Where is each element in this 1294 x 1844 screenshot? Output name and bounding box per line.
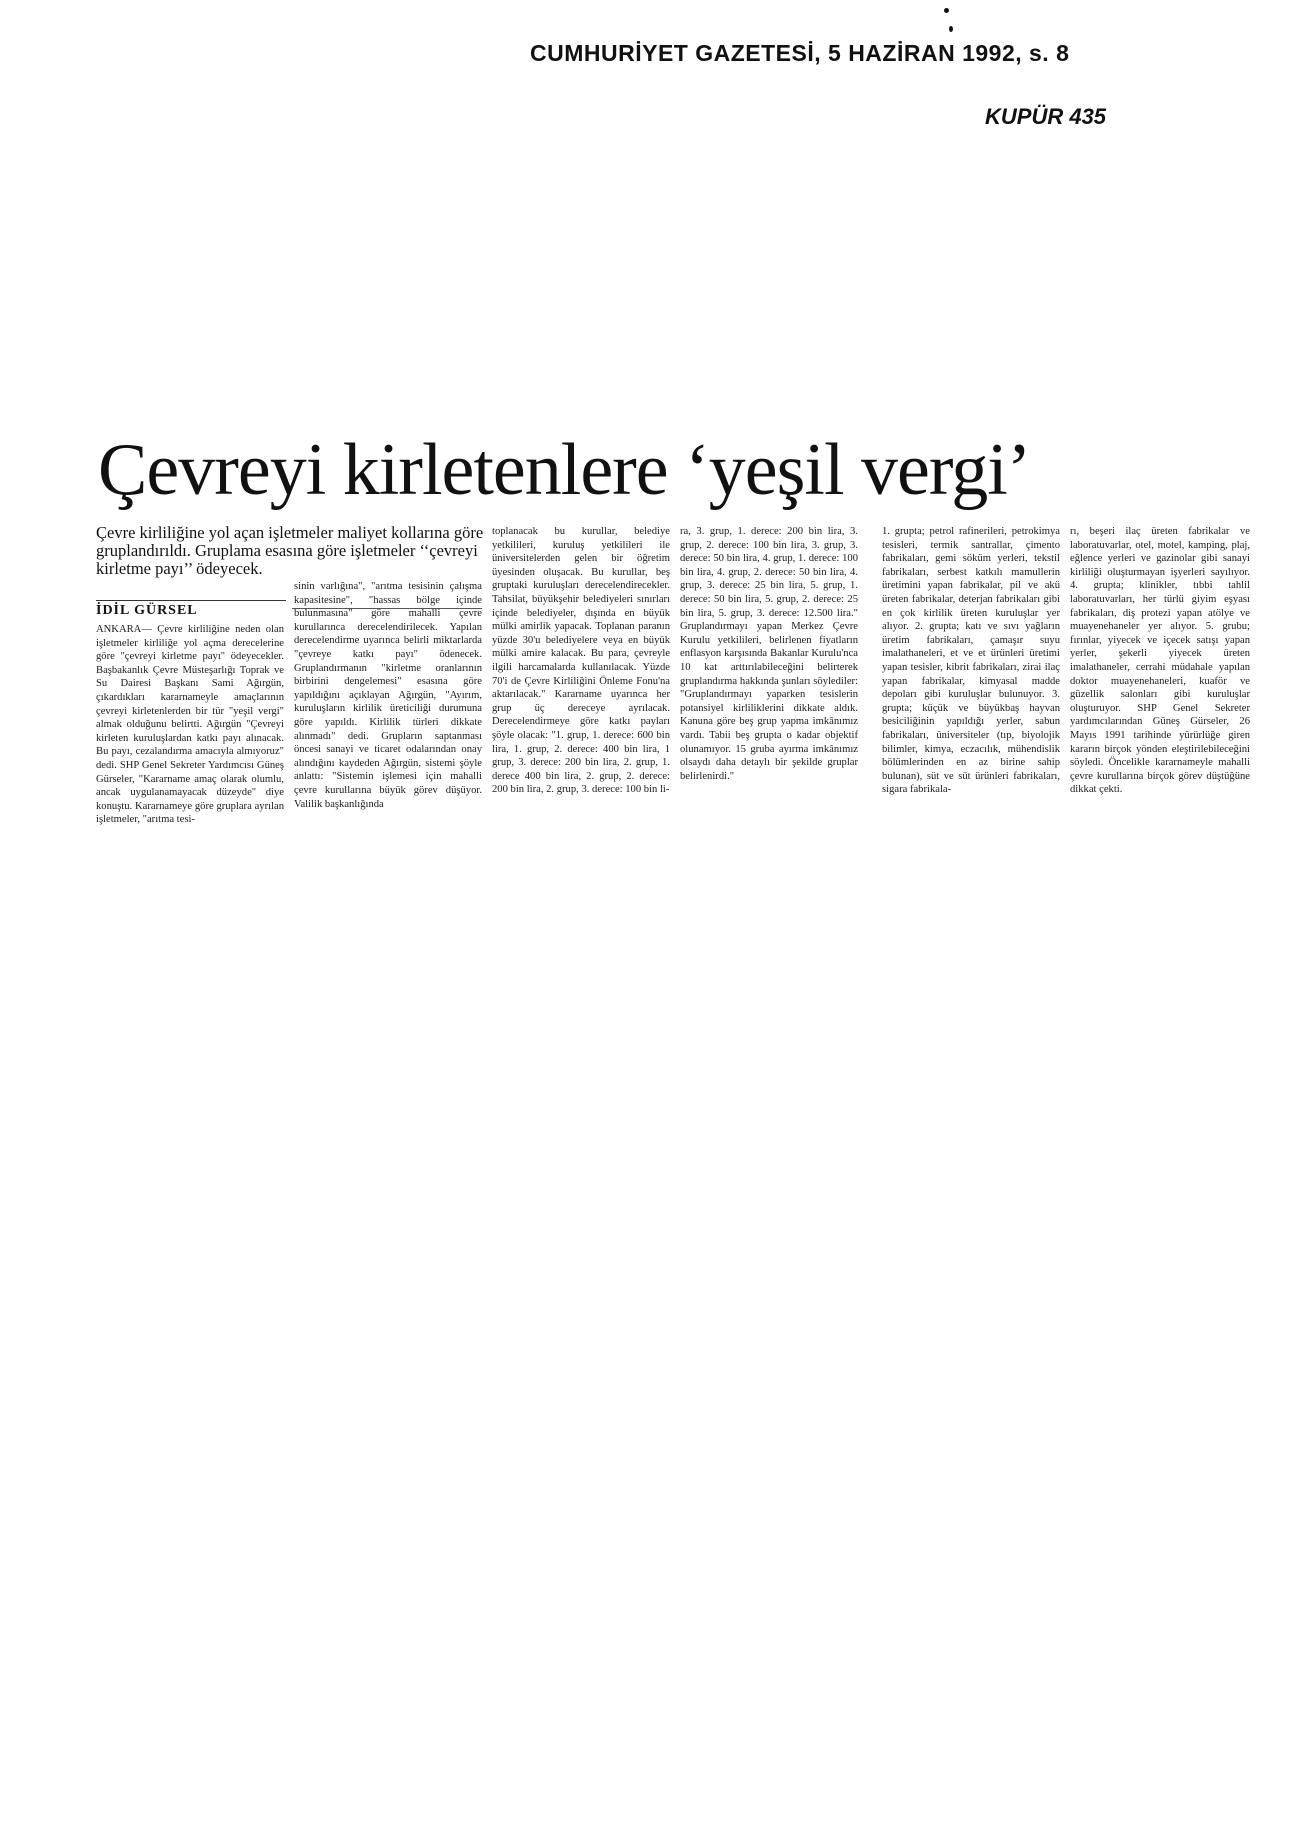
article-column-6: rı, beşeri ilaç üreten fabrikalar ve laboratuvarlar, otel, motel, kamping, plaj, eğlence yerleri ve gazinolar gibi sanayi kirliliği oluşturmayan işyerleri sayılıyor. 4. grupta; klinikler, tıbbi tahlil laboratuvarları, her türlü giyim eşyası fabrikaları, diş protezi yapan atölye ve muayenehaneler yer alıyor. 5. grubu; fırınlar, yiyecek ve içecek satışı yapan yerler, şekerli yiyecek üreten imalathaneler, cerrahi müdahale yapılan doktor muayenehaneleri, kuaför ve güzellik salonları gibi kuruluşlar oluşturuyor. SHP Genel Sekreter yardımcılarından Güneş Gürseler, 26 Mayıs 1991 tarihinde yürürlüğe giren kararın birçok yönden eleştirilebileceğini söyledi. Öncelikle kararnameyle mahalli çevre kurullarına birçok görev düştüğüne dikkat çekti. [1070,526,1250,796]
headline: Çevreyi kirletenlere ‘yeşil vergi’ [98,429,1031,511]
article-column-4: ra, 3. grup, 1. derece: 200 bin lira, 3. grup, 2. derece: 100 bin lira, 3. grup, 3. derece: 50 bin lira, 4. grup, 1. derece: 100 bin lira, 4. grup, 2. derece: 50 bin lira, 4. grup, 3. derece: 25 bin lira, 5. grup, 1. derece: 50 bin lira, 5. grup, 2. derece: 25 bin lira, 5. grup, 3. derece: 12.500 lira." Gruplandırmayı yapan Merkez Çevre Kurulu yetkilileri, belirlenen fiyatların enflasyon karşısında Bakanlar Kurulu'nca 10 kat arttırılabileceğini belirterek gruplandırma hakkında şunları söylediler: "Gruplandırmayı yaparken tesislerin potansiyel kirliliklerini dikkate aldık. Kanuna göre beş grup yapma imkânımız vardı. Tabii beş grupta o kadar objektif olunamıyor. 15 gruba ayırma imkânımız olsaydı daha detaylı bir şekilde gruplar belirlenirdi." [680,526,858,782]
article-column-1: ANKARA— Çevre kirliliğine neden olan işletmeler kirliliğe yol açma derecelerine göre "çevreyi kirletme payı" ödeyecekler. Başbakanlık Çevre Müsteşarlığı Toprak ve Su Dairesi Başkanı Sami Ağırgün, çıkardıkları kararnameyle amaçlarının çevreyi kirletenlerden bir tür "yeşil vergi" almak olduğunu belirtti. Ağırgün "Çevreyi kirleten kuruluşlardan katkı payı alınacak. Bu payı, cezalandırma amacıyla almıyoruz" dedi. SHP Genel Sekreter Yardımcısı Güneş Gürseler, "Kararname amaç olarak olumlu, ancak uygulanamayacak düzeyde" diye konuştu. Kararnameye göre gruplara ayrılan işletmeler, "arıtma tesi- [96,624,284,826]
article-column-2: sinin varlığına", "arıtma tesisinin çalışma kapasitesine", "hassas bölge içinde bulunmasına" göre mahalli çevre kurullarınca derecelendirilecek. Yapılan derecelendirme uyarınca belirli miktarlarda "çevreye katkı payı" ödenecek. Gruplandırmanın "kirletme oranlarının birbirini dengelemesi" esasına göre yapıldığını açıklayan Ağırgün, "Ayırım, kuruluşların kirlilik üreticiliği durumuna göre yapıldı. Kirlilik türleri dikkate alınmadı" dedi. Grupların saptanması öncesi sanayi ve ticaret odalarından onay alındığını kaydeden Ağırgün, sistemi şöyle anlattı: "Sistemin işlemesi için mahalli çevre kurullarına büyük görev düşüyor. Valilik başkanlığında [294,581,482,810]
article-column-3: toplanacak bu kurullar, belediye yetkilileri, kuruluş yetkilileri ile üniversitelerden gelen bir öğretim üyesinden oluşacak. Bu kurullar, beş gruptaki kuruluşları derecelendirecekler. Tahsilat, büyükşehir belediyeleri sınırları içinde belediyeler, dışında en büyük mülki amirlik yapacak. Toplanan paranın yüzde 30'u belediyelere veya en büyük mülki amire kalacak. Bu para, çevreyle ilgili harcamalarda kullanılacak. Yüzde 70'i de Çevre Kirliliğini Önleme Fonu'na aktarılacak." Kararname uyarınca her grup üç dereceye ayrılacak. Derecelendirmeye göre katkı payları şöyle olacak: "1. grup, 1. derece: 600 bin lira, 1. grup, 2. derece: 400 bin lira, 1 grup, 3. derece: 200 bin lira, 2. grup, 1. derece 400 bin lira, 2. grup, 2. derece: 200 bin lira, 2. grup, 3. derece: 100 bin li- [492,526,670,796]
ink-speck [949,26,953,32]
ink-speck [944,8,949,13]
clipping-number: KUPÜR 435 [985,104,1107,129]
newspaper-clipping [92,430,1272,935]
byline: İDİL GÜRSEL [96,600,286,619]
newspaper-source: CUMHURİYET GAZETESİ, 5 HAZİRAN 1992, s. 8 [530,40,1070,66]
subheadline: Çevre kirliliğine yol açan işletmeler maliyet kollarına göre gruplandırıldı. Gruplama esasına göre işletmeler ‘‘çevreyi kirletme payı’’ ödeyecek. [96,523,484,578]
article-column-5: 1. grupta; petrol rafinerileri, petrokimya tesisleri, termik santrallar, çimento fabrikaları, gemi söküm yerleri, tekstil fabrikaları, serbest katkılı mamullerin üretimini yapan fabrikalar, pil ve akü üreten fabrikalar, deterjan fabrikaları gibi en çok kirlilik üreten kuruluşlar yer alıyor. 2. grupta; katı ve sıvı yağların üretim fabrikaları, çamaşır suyu imalathaneleri, et ve et ürünleri üretimi yapan tesisler, kibrit fabrikaları, zirai ilaç yapan fabrikalar, kimyasal madde depoları gibi kuruluşlar bulunuyor. 3. grupta; küçük ve büyükbaş hayvan besiciliğinin yapıldığı yerler, sabun fabrikaları, üniversiteler (tıp, biyolojik bilimler, kimya, eczacılık, mühendislik bölümlerinden en az birine sahip bulunan), süt ve süt ürünleri fabrikaları, sigara fabrikala- [882,526,1060,796]
